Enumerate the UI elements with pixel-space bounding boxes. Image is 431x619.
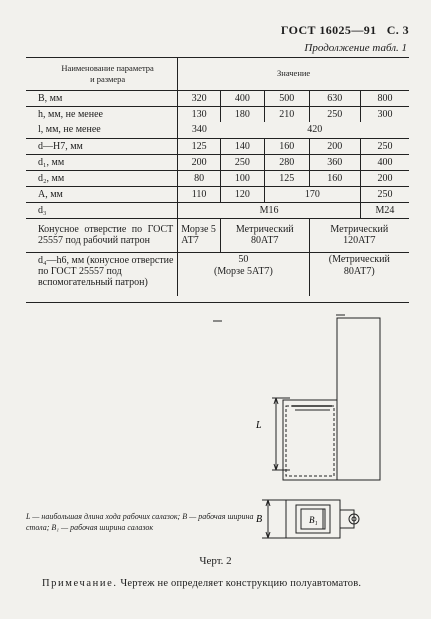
row-label: d₂, мм [26, 170, 178, 186]
row-label: h, мм, не менее [26, 106, 178, 122]
note-label: Примечание. [42, 578, 118, 589]
dimension-label-B1: B₁ [309, 515, 318, 525]
table-row [26, 122, 409, 138]
cell: 200 [178, 154, 221, 170]
cell: 50 (Морзе 5АТ7) [178, 252, 309, 296]
cell: 200 [309, 138, 360, 154]
cell: Метрический 120АТ7 [309, 218, 409, 252]
dimension-label-B: B [256, 514, 263, 525]
row-label: Конусное отверстие по ГОСТ 25557 под рабочий патрон [26, 218, 178, 252]
header-divider [174, 90, 409, 91]
header-parameter: Наименование параметра и размера [26, 57, 178, 90]
cell: M24 [360, 202, 409, 218]
table-bottom-rule [26, 302, 409, 303]
cell: 125 [264, 170, 309, 186]
cell: 210 [264, 106, 309, 122]
cell: 110 [178, 186, 221, 202]
cell: 180 [220, 106, 264, 122]
table-row [26, 186, 409, 202]
cell: 80 [178, 170, 221, 186]
row-label: B, мм [26, 90, 178, 106]
cell: 125 [178, 138, 221, 154]
row-label: d₄—h6, мм (конусное отверстие по ГОСТ 25557 под вспомогательный патрон) [26, 252, 178, 296]
cell: 120 [220, 186, 264, 202]
cell: 320 [178, 90, 221, 106]
cell: 250 [309, 106, 360, 122]
table-row [26, 202, 409, 218]
cell: 630 [309, 90, 360, 106]
figure-caption: Черт. 2 [199, 555, 232, 567]
table-row [26, 154, 409, 170]
drawing-legend: L — наибольшая длина хода рабочих салазок; B — рабочая ширина стола; B₁ — рабочая ширина салазок [26, 512, 254, 532]
cell: 300 [360, 106, 409, 122]
cell: 400 [360, 154, 409, 170]
cell: 140 [220, 138, 264, 154]
cell: 250 [360, 186, 409, 202]
cell: 400 [220, 90, 264, 106]
table-row [26, 170, 409, 186]
table-row [26, 218, 409, 252]
page-header [281, 23, 409, 38]
table-header-row [26, 57, 409, 90]
table-row [26, 90, 409, 106]
page-number: С. 3 [386, 23, 409, 37]
cell: 200 [360, 170, 409, 186]
cell: 360 [309, 154, 360, 170]
page-note [42, 578, 361, 589]
table-row [26, 138, 409, 154]
row-label: d—H7, мм [26, 138, 178, 154]
table-row [26, 252, 409, 296]
parameters-table [26, 57, 409, 296]
cell: 280 [264, 154, 309, 170]
cell: 250 [220, 154, 264, 170]
header-value: Значение [277, 68, 311, 79]
cell: Метрический 80АТ7 [220, 218, 309, 252]
standard-number: ГОСТ 16025—91 [280, 23, 377, 37]
note-text: Чертеж не определяет конструкцию полуавтоматов. [117, 578, 362, 589]
cell: 170 [264, 186, 360, 202]
cell: 100 [220, 170, 264, 186]
cell: 250 [360, 138, 409, 154]
cell: 420 [307, 124, 323, 136]
dimension-label-L: L [256, 420, 262, 431]
row-label: d₃ [26, 202, 178, 218]
table-continuation-label: Продолжение табл. 1 [304, 42, 407, 54]
cell: 130 [178, 106, 221, 122]
cell: 800 [360, 90, 409, 106]
cell: 160 [309, 170, 360, 186]
cell: (Метрический 80АТ7) [309, 252, 409, 296]
row-label: l, мм, не менее [26, 122, 178, 138]
cell: 160 [264, 138, 309, 154]
row-label: d₁, мм [26, 154, 178, 170]
cell: Морзе 5 АТ7 [178, 218, 221, 252]
cell: M16 [178, 202, 361, 218]
cell: 500 [264, 90, 309, 106]
cell: 340 [191, 124, 207, 136]
table-row [26, 106, 409, 122]
row-label: A, мм [26, 186, 178, 202]
